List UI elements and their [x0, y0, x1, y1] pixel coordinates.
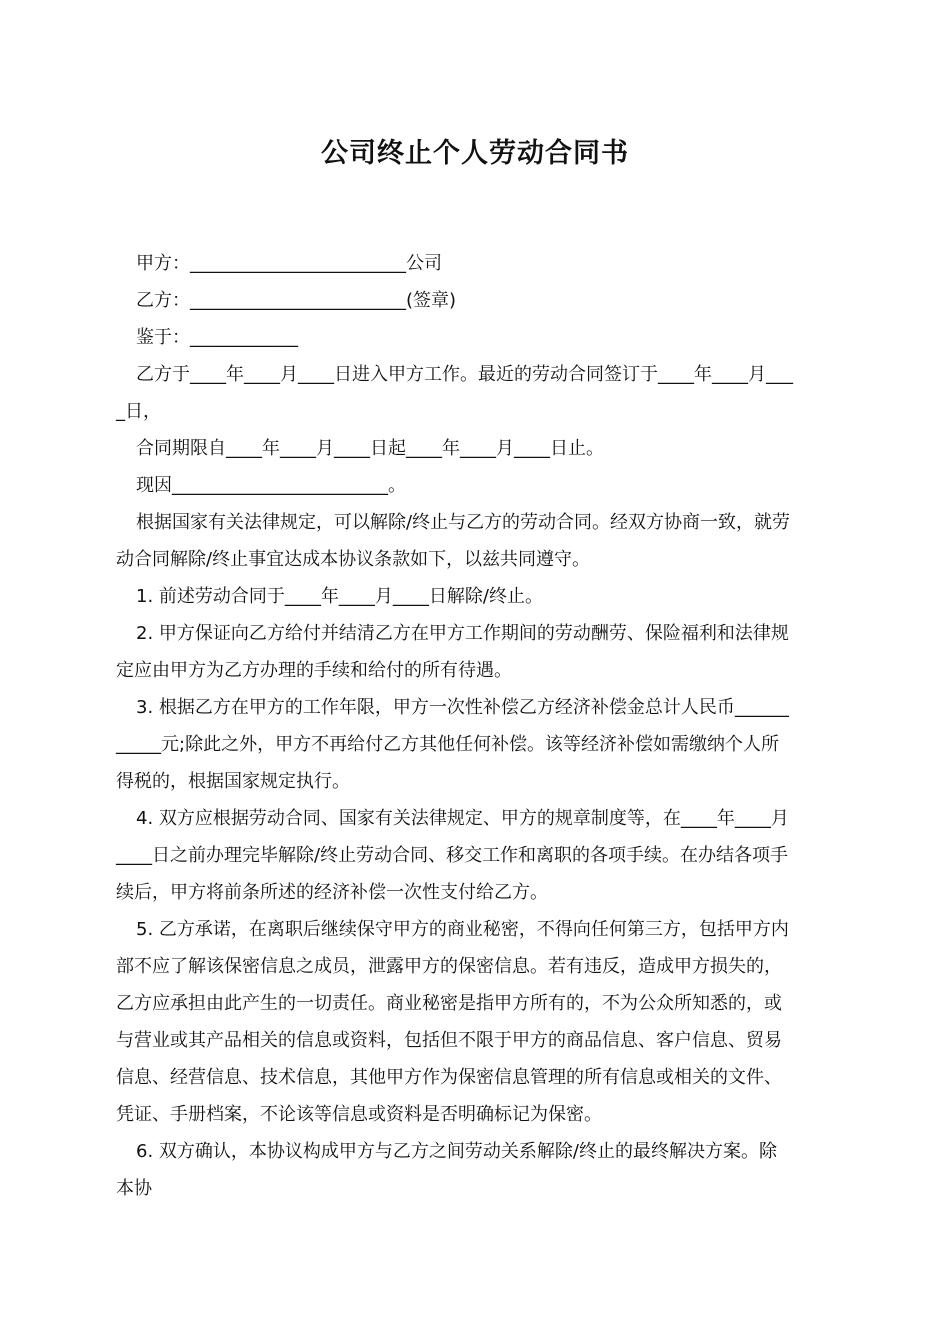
- paragraph-line: 动合同解除/终止事宜达成本协议条款如下，以兹共同遵守。: [116, 549, 591, 570]
- clause-line: 定应由甲方为乙方办理的手续和给付的所有待遇。: [116, 660, 512, 681]
- clause-line: 续后，甲方将前条所述的经济补偿一次性支付给乙方。: [116, 882, 548, 903]
- paragraph-line: 现因________________________。: [136, 475, 406, 496]
- clause-line: ____日之前办理完毕解除/终止劳动合同、移交工作和离职的各项手续。在办结各项手: [116, 845, 789, 866]
- document-body: [116, 245, 836, 1207]
- paragraph-line: _日，: [116, 401, 161, 422]
- clause-line: 信息、经营信息、技术信息，其他甲方作为保密信息管理的所有信息或相关的文件、: [116, 1067, 782, 1088]
- clause-line: 本协: [116, 1178, 152, 1199]
- clause-line: _____元;除此之外，甲方不再给付乙方其他任何补偿。该等经济补偿如需缴纳个人所: [116, 734, 780, 755]
- clause-line: 6. 双方确认，本协议构成甲方与乙方之间劳动关系解除/终止的最终解决方案。除: [136, 1141, 777, 1162]
- whereas-line: 鉴于：____________: [136, 327, 298, 348]
- clause-line: 得税的，根据国家规定执行。: [116, 771, 350, 792]
- paragraph-line: 合同期限自____年____月____日起____年____月____日止。: [136, 438, 604, 459]
- clause-line: 2. 甲方保证向乙方给付并结清乙方在甲方工作期间的劳动酬劳、保险福利和法律规: [136, 623, 789, 644]
- party-b-line: 乙方：________________________(签章): [136, 290, 457, 311]
- clause-line: 4. 双方应根据劳动合同、国家有关法律规定、甲方的规章制度等，在____年____月: [136, 808, 789, 829]
- clause-line: 凭证、手册档案，不论该等信息或资料是否明确标记为保密。: [116, 1104, 602, 1125]
- party-a-line: 甲方：________________________公司: [136, 253, 442, 274]
- clause-line: 3. 根据乙方在甲方的工作年限，甲方一次性补偿乙方经济补偿金总计人民币______: [136, 697, 789, 718]
- clause-line: 与营业或其产品相关的信息或资料，包括但不限于甲方的商品信息、客户信息、贸易: [116, 1030, 782, 1051]
- clause-line: 部不应了解该保密信息之成员，泄露甲方的保密信息。若有违反，造成甲方损失的，: [116, 956, 782, 977]
- clause-line: 5. 乙方承诺，在离职后继续保守甲方的商业秘密，不得向任何第三方，包括甲方内: [136, 919, 789, 940]
- clause-line: 乙方应承担由此产生的一切责任。商业秘密是指甲方所有的，不为公众所知悉的，或: [116, 993, 782, 1014]
- paragraph-line: 乙方于____年____月____日进入甲方工作。最近的劳动合同签订于____年____月___: [136, 364, 793, 385]
- clause-line: 1. 前述劳动合同于____年____月____日解除/终止。: [136, 586, 543, 607]
- document-title: 公司终止个人劳动合同书: [321, 138, 629, 169]
- paragraph-line: 根据国家有关法律规定，可以解除/终止与乙方的劳动合同。经双方协商一致，就劳: [136, 512, 791, 533]
